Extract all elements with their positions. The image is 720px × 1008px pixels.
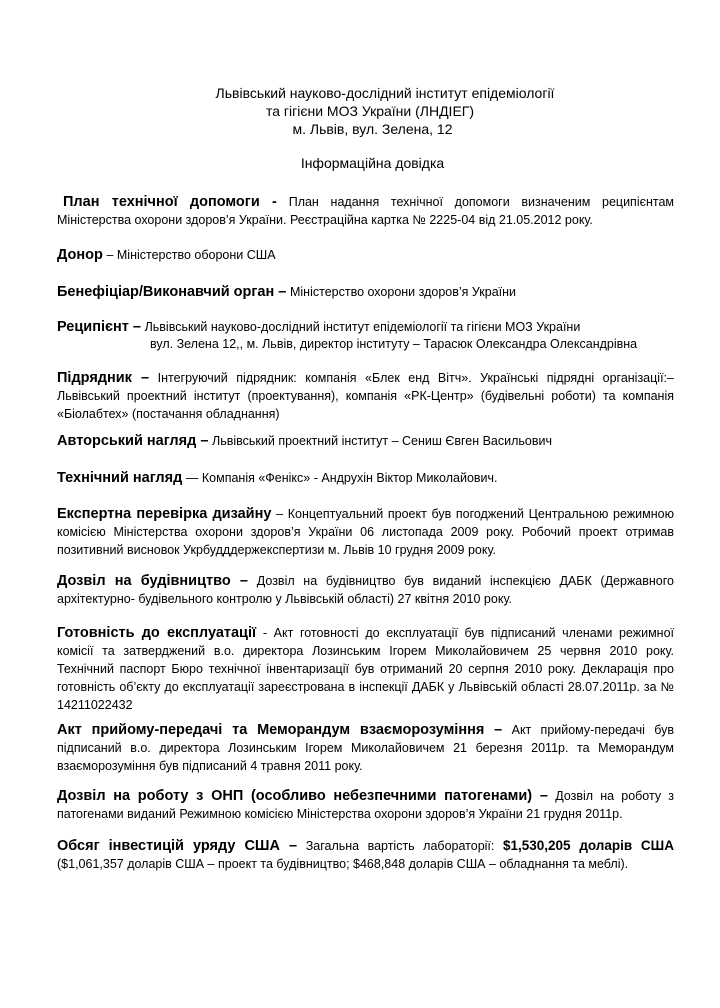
section-design-review-text: – Концептуальний проект був погоджений Центральною режимною комісією Міністерства охорони здоров’я України 06 листопада 2009 року. Робочий проект отримав позитивний висновок Укрбудддержекспертизи м. Львів 10 грудня 2009 року. (57, 507, 674, 557)
section-donor-label: Донор (57, 247, 103, 263)
section-investment-text-after: ($1,061,357 доларів США – проект та будівництво; $468,848 доларів США – обладнання та меблі). (57, 857, 629, 871)
section-author-supervision-label: Авторський нагляд – (57, 433, 209, 449)
section-design-review (57, 505, 674, 559)
section-contractor-text: Інтегруючий підрядник: компанія «Блек енд Вітч». Українські підрядні організації:– Львівський проектний інститут (проектування), компанія «РК-Центр» (будівельні роботи) та компанія «Біолабтех» (постачання обладнання) (57, 371, 674, 421)
section-onp-permit-text: Дозвіл на роботу з патогенами виданий Режимною комісією Міністерства охорони здоров’я України 21 грудня 2011р. (57, 789, 674, 821)
section-recipient-line2: вул. Зелена 12,, м. Львів, директор інституту – Тарасюк Олександра Олександрівна (150, 337, 638, 351)
section-author-supervision (57, 432, 674, 450)
section-onp-permit (57, 787, 674, 823)
section-building-permit-text: Дозвіл на будівництво був виданий інспекцією ДАБК (Державного архітектурно- будівельного контролю у Львівській області) 27 квітня 2010 року. (57, 574, 674, 606)
section-onp-permit-label: Дозвіл на роботу з ОНП (особливо небезпечними патогенами) – (57, 788, 548, 804)
section-building-permit (57, 572, 674, 608)
header-address: м. Львів, вул. Зелена, 12 (292, 121, 453, 137)
section-plan-label: План технічної допомоги - (63, 194, 277, 210)
section-plan-text: План надання технічної допомоги визначеним реципієнтам Міністерства охорони здоров’я України. Реєстраційна картка № 2225-04 від 21.05.2012 року. (57, 195, 675, 227)
header-institute-line1: Львівський науково-дослідний інститут епідеміології (215, 85, 555, 101)
document-title: Інформаційна довідка (300, 155, 445, 171)
section-readiness-label: Готовність до експлуатації (57, 625, 257, 641)
header-institute-line2: та гігієни МОЗ України (ЛНДІЕГ) (265, 103, 475, 119)
section-recipient-label: Реципієнт – (57, 319, 141, 335)
section-beneficiary-text: Міністерство охорони здоров’я України (289, 285, 517, 299)
section-investment-label: Обсяг інвестицій уряду США – (57, 838, 298, 854)
section-author-supervision-text: Львівський проектний інститут – Сениш Євген Васильович (212, 434, 553, 448)
section-building-permit-label: Дозвіл на будівництво – (57, 573, 248, 589)
section-recipient-line1: Львівський науково-дослідний інститут епідеміології та гігієни МОЗ України (144, 320, 581, 334)
section-tech-supervision-label: Технічний нагляд (57, 470, 183, 486)
section-contractor (57, 369, 674, 423)
section-readiness (57, 624, 674, 714)
section-investment-total: $1,530,205 доларів США (503, 838, 674, 853)
section-acceptance-label: Акт прийому-передачі та Меморандум взаєморозуміння – (57, 722, 503, 738)
section-beneficiary (57, 283, 674, 301)
section-beneficiary-label: Бенефіціар/Виконавчий орган – (57, 284, 287, 300)
section-investment (57, 837, 674, 873)
section-acceptance (57, 721, 674, 775)
section-plan (57, 193, 674, 229)
section-tech-supervision (57, 469, 674, 487)
section-contractor-label: Підрядник – (57, 370, 150, 386)
section-donor-text: – Міністерство оборони США (106, 248, 276, 262)
section-design-review-label: Експертна перевірка дизайну (57, 506, 272, 522)
section-donor (57, 246, 674, 264)
section-investment-text-before: Загальна вартість лабораторії: (305, 839, 495, 853)
section-tech-supervision-text: — Компанія «Фенікс» - Андрухін Віктор Миколайович. (185, 471, 498, 485)
section-acceptance-text: Акт прийому-передачі був підписаний в.о. директора Лозинським Ігорем Миколайовичем 21 березня 2011р. та Меморандум взаєморозуміння був підписаний 4 травня 2011 року. (57, 723, 674, 773)
section-readiness-text: - Акт готовності до експлуатації був підписаний членами режимної комісії та затверджений в.о. директора Лозинським Ігорем Миколайовичем 25 червня 2010 року. Технічний паспорт Бюро технічної інвентаризації був отриманий 20 серпня 2010 року. Декларація про готовність об’єкту до експлуатації зареєстрована в інспекції ДАБК у Львівській області 28.07.2011р. за № 14211022432 (57, 626, 674, 712)
section-recipient (57, 318, 674, 353)
